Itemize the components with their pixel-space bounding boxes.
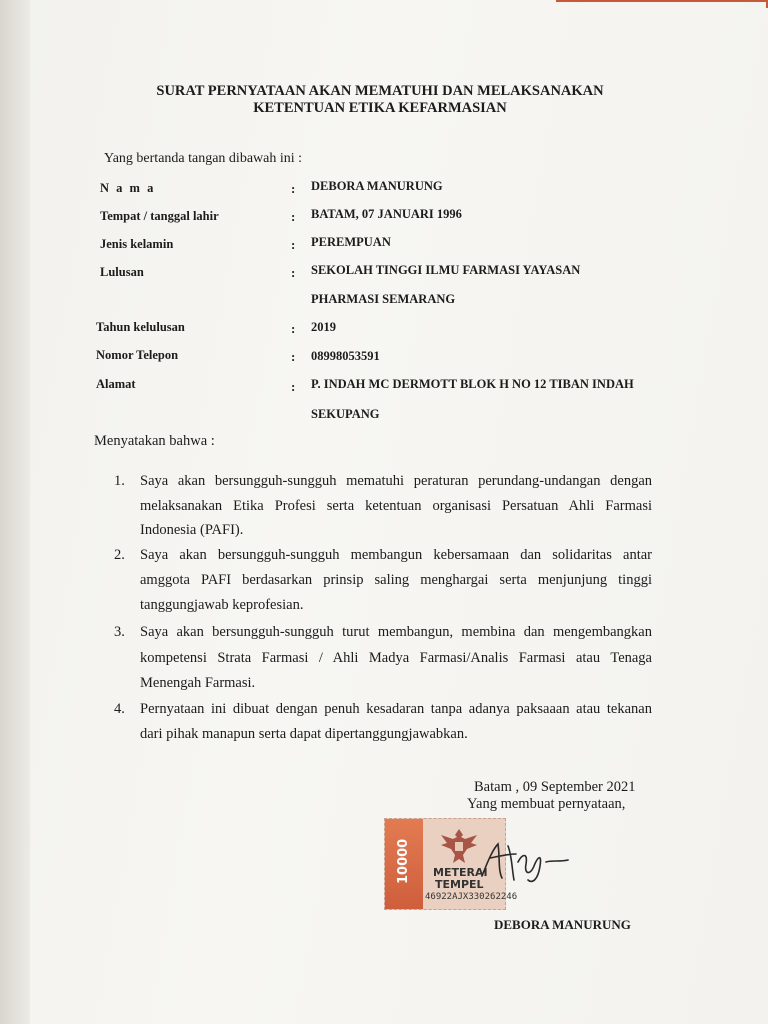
field-label-lulusan: Lulusan [100, 265, 144, 279]
field-value-alamat: P. INDAH MC DERMOTT BLOK H NO 12 TIBAN INDAH [311, 377, 634, 391]
field-label-tahun-kelulusan: Tahun kelulusan [96, 320, 185, 334]
statement-intro: Menyatakan bahwa : [94, 433, 215, 449]
stamp-value: 10000 [396, 838, 411, 884]
intro-text: Yang bertanda tangan dibawah ini : [104, 151, 303, 166]
field-colon: : [291, 209, 296, 224]
handwritten-signature [468, 836, 578, 886]
field-value-nomor-telepon: 08998053591 [311, 349, 380, 363]
field-value-jenis-kelamin: PEREMPUAN [311, 235, 391, 249]
field-colon: : [291, 321, 296, 336]
scan-edge-mark [556, 0, 768, 8]
field-label-ttl: Tempat / tanggal lahir [100, 209, 219, 223]
field-value-tahun-kelulusan: 2019 [311, 320, 336, 334]
item-number: 3. [114, 624, 125, 640]
document-title-line-2: KETENTUAN ETIKA KEFARMASIAN [253, 100, 507, 116]
signer-name: DEBORA MANURUNG [494, 917, 631, 932]
field-label-jenis-kelamin: Jenis kelamin [100, 237, 174, 251]
field-value-lulusan: SEKOLAH TINGGI ILMU FARMASI YAYASAN [311, 263, 581, 277]
field-colon: : [291, 237, 296, 252]
document-title-line-1: SURAT PERNYATAAN AKAN MEMATUHI DAN MELAKSANAKAN [156, 83, 604, 99]
item-2-line-1: Saya akan bersungguh-sungguh membangun kebersamaan dan solidaritas antar [140, 547, 652, 563]
stamp-text-meterai: METERAI [433, 866, 488, 879]
item-number: 4. [114, 701, 125, 717]
field-label-nomor-telepon: Nomor Telepon [96, 348, 179, 362]
maker-label: Yang membuat pernyataan, [467, 796, 626, 812]
item-3-line-1: Saya akan bersungguh-sungguh turut membangun, membina dan mengembangkan [140, 624, 652, 640]
item-3-line-2: kompetensi Strata Farmasi / Ahli Madya Farmasi/Analis Farmasi atau Tenaga [140, 650, 652, 666]
field-value-ttl: BATAM, 07 JANUARI 1996 [311, 207, 462, 221]
field-value-alamat-line-2: SEKUPANG [311, 407, 380, 421]
scan-edge-shadow [0, 0, 30, 1024]
item-4-line-1: Pernyataan ini dibuat dengan penuh kesadaran tanpa adanya paksaaan atau tekanan [140, 701, 652, 717]
item-2-line-2: amggota PAFI berdasarkan prinsip saling menghargai serta menjunjung tinggi [140, 572, 652, 588]
item-number: 2. [114, 547, 125, 563]
field-colon: : [291, 181, 296, 196]
item-1-line-2: melaksanakan Etika Profesi serta ketentuan organisasi Persatuan Ahli Farmasi [140, 498, 652, 514]
item-1-line-1: Saya akan bersungguh-sungguh mematuhi peraturan perundang-undangan dengan [140, 473, 652, 489]
field-label-nama: N a m a [100, 181, 156, 195]
item-number: 1. [114, 473, 125, 489]
place-date: Batam , 09 September 2021 [474, 779, 636, 795]
field-value-lulusan-line-2: PHARMASI SEMARANG [311, 292, 456, 306]
field-colon: : [291, 265, 296, 280]
field-colon: : [291, 379, 296, 394]
stamp-text-tempel: TEMPEL [435, 878, 484, 891]
item-1-line-3: Indonesia (PAFI). [140, 522, 244, 538]
item-2-line-3: tanggungjawab keprofesian. [140, 597, 304, 613]
field-value-nama: DEBORA MANURUNG [311, 179, 443, 193]
stamp-serial: 46922AJX330262246 [425, 892, 518, 902]
item-3-line-3: Menengah Farmasi. [140, 675, 256, 691]
field-colon: : [291, 349, 296, 364]
item-4-line-2: dari pihak manapun serta dapat dipertanggungjawabkan. [140, 726, 468, 742]
field-label-alamat: Alamat [96, 377, 136, 391]
